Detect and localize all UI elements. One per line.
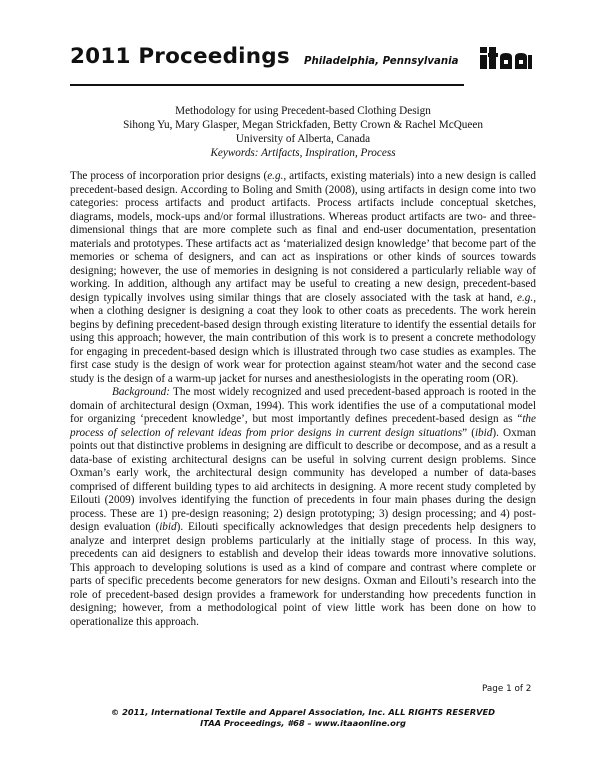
italic-run: e.g., xyxy=(267,170,287,182)
italic-run: ibid xyxy=(474,426,493,439)
paper-affiliation: University of Alberta, Canada xyxy=(235,133,371,145)
paragraph-background xyxy=(70,386,536,629)
header-divider xyxy=(70,84,464,86)
page-footer xyxy=(70,707,536,729)
text-run: ). Oxman points out that distinctive problems in designing are difficult to describe or decompose, and as a result a data-base of existing architectural designs can be useful in solving current design problems. Since Oxman’s early work, the architectural design community has developed a number of data-bases comprised of different building types to aid architects in designing. A more recent study completed by Eilouti (2009) involves identifying the function of precedents in four main phases during the design process. These are 1) pre-design reasoning; 2) design prototyping; 3) design processing; and 4) post-design evaluation ( xyxy=(70,426,536,533)
proceedings-line: ITAA Proceedings, #68 – www.itaaonline.org xyxy=(200,718,406,728)
text-run: when a clothing designer is designing a coat they look to other coats as precedents. The work herein begins by defining precedent-based design through existing literature to identify the essential details for using this approach; however, the main contribution of this work is to present a concrete methodology for engaging in precedent-based design which is illustrated through two case studies as examples. The first case study is the design of work wear for protection against steam/hot water and the second case study is the design of a warm-up jacket for nurses and anesthesiologists in the operating room (OR). xyxy=(70,305,536,385)
quote-run: the process of selection of relevant ideas from prior designs in current design situations xyxy=(70,413,536,439)
section-label: Background: xyxy=(112,386,170,398)
proceedings-title: 2011 Proceedings xyxy=(70,44,290,69)
page-number: Page 1 of 2 xyxy=(482,684,532,694)
text-run: ). Eilouti specifically acknowledges that design precedents help designers to analyze and interpret design problems particularly at the initially stage of process. In this way, precedents can aid designers to establish and develop their ideas towards more innovative solutions. This approach to developing solutions is used as a kind of compare and contrast where complete or parts of specific precedents become generators for new designs. Oxman and Eilouti’s research into the role of precedent-based design provides a framework for understanding how precedents function in designing; however, from a methodological point of view little work has been done on how to operationalize this approach. xyxy=(70,521,536,628)
conference-location: Philadelphia, Pennsylvania xyxy=(304,56,459,67)
paper-authors: Sihong Yu, Mary Glasper, Megan Strickfaden, Betty Crown & Rachel McQueen xyxy=(123,119,483,131)
paragraph-introduction xyxy=(70,170,536,386)
paper-title: Methodology for using Precedent-based Clothing Design xyxy=(175,105,431,117)
itaa-logo-icon xyxy=(478,45,533,71)
text-run: artifacts, existing materials) into a new design is called precedent-based design. According to Boling and Smith (2008), using artifacts in design come into two categories: process artifacts and product artifacts. Process artifacts include conceptual sketches, diagrams, models, mock-ups and/or formal illustrations. Whereas product artifacts are two- and three-dimensional things that are more complete such as final and end-user documentation, presentation materials and prototypes. These artifacts act as ‘materialized design knowledge’ that become part of the memories or schema of designers, and can act as inspirations or other kinds of sources towards designing; however, the use of memories in designing is not considered a particularly reliable way of working. In addition, although any artifact may be useful to creating a new design, precedent-based design typically involves using similar things that are closely associated with the task at hand, xyxy=(70,170,536,304)
paper-keywords: Keywords: Artifacts, Inspiration, Process xyxy=(210,147,396,159)
text-run: The process of incorporation prior designs ( xyxy=(70,170,268,182)
text-run: ” ( xyxy=(462,426,475,439)
text-run: The most widely recognized and used precedent-based approach is rooted in the domain of architectural design (Oxman, 1994). This work identifies the use of a computational model for organizing ‘precedent knowledge’, but most importantly defines precedent-based design as “ xyxy=(70,386,536,425)
paper-body xyxy=(70,170,536,629)
copyright-line: © 2011, International Textile and Apparel Association, Inc. ALL RIGHTS RESERVED xyxy=(110,707,496,717)
italic-run: ibid xyxy=(159,521,177,533)
italic-run: e.g., xyxy=(517,291,536,304)
paper-title-block xyxy=(70,104,536,160)
